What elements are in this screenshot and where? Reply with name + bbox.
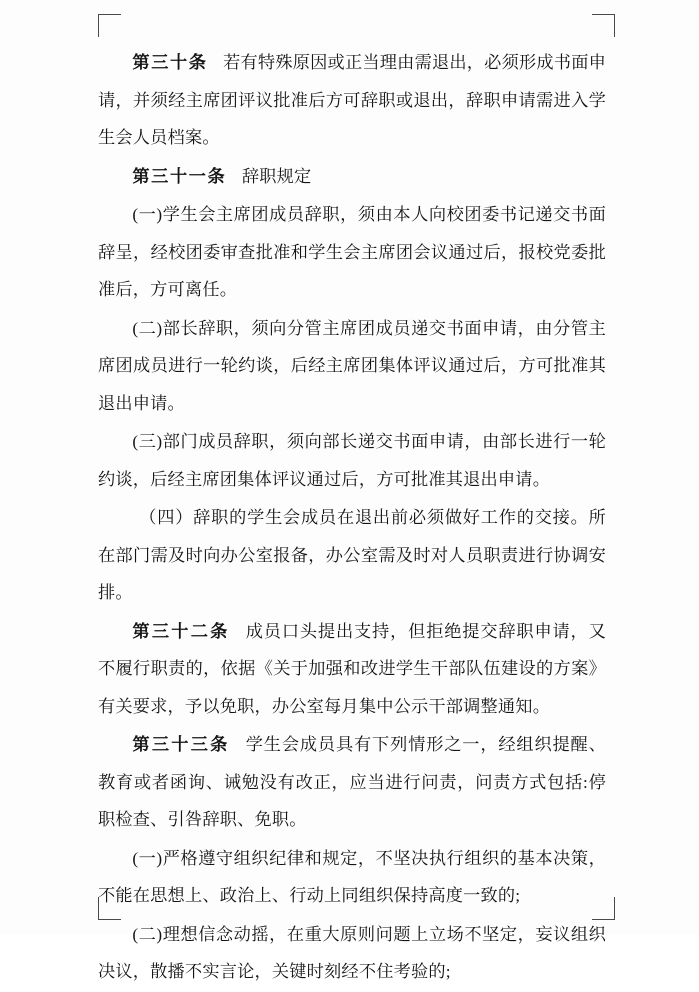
paragraph-article-31 bbox=[98, 158, 606, 196]
paragraph-article-33-item-1 bbox=[98, 840, 606, 915]
paragraph-text: (二)理想信念动摇，在重大原则问题上立场不坚定，妄议组织决议，散播不实言论，关键时刻经不住考验的; bbox=[98, 924, 606, 981]
paragraph-text: 若有特殊原因或正当理由需退出，必须形成书面申请，并须经主席团评议批准后方可辞职或退出，辞职申请需进入学生会人员档案。 bbox=[98, 53, 607, 147]
article-number-30: 第三十条 bbox=[132, 53, 208, 72]
paragraph-article-33 bbox=[98, 726, 606, 839]
article-number-33: 第三十三条 bbox=[132, 735, 230, 754]
paragraph-article-31-item-4 bbox=[98, 499, 606, 612]
paragraph-text: (三)部门成员辞职，须向部长递交书面申请，由部长进行一轮约谈，后经主席团集体评议通过后，方可批准其退出申请。 bbox=[98, 432, 606, 489]
paragraph-text: 成员口头提出支持，但拒绝提交辞职申请，又不履行职责的，依据《关于加强和改进学生干部队伍建设的方案》有关要求，予以免职，办公室每月集中公示干部调整通知。 bbox=[98, 621, 606, 716]
paragraph-text: （四）辞职的学生会成员在退出前必须做好工作的交接。所在部门需及时向办公室报备，办公室需及时对人员职责进行协调安排。 bbox=[98, 508, 606, 602]
paragraph-article-31-item-2 bbox=[98, 310, 606, 423]
crop-mark-top-left bbox=[98, 14, 121, 37]
paragraph-text: (一)学生会主席团成员辞职，须由本人向校团委书记递交书面辞呈，经校团委审查批准和学生会主席团会议通过后，报校党委批准后，方可离任。 bbox=[98, 205, 606, 299]
paragraph-article-31-item-3 bbox=[98, 423, 606, 498]
article-number-32: 第三十二条 bbox=[132, 621, 230, 641]
paragraph-text: (二)部长辞职，须向分管主席团成员递交书面申请，由分管主席团成员进行一轮约谈，后经主席团集体评议通过后，方可批准其退出申请。 bbox=[98, 318, 606, 413]
crop-mark-top-right bbox=[592, 14, 615, 37]
paragraph-article-32 bbox=[98, 613, 606, 726]
paragraph-article-33-item-2 bbox=[98, 916, 606, 991]
article-number-31: 第三十一条 bbox=[132, 166, 227, 186]
paragraph-text: (一)严格遵守组织纪律和规定，不坚决执行组织的基本决策，不能在思想上、政治上、行动上同组织保持高度一致的; bbox=[98, 848, 606, 905]
paragraph-text: 辞职规定 bbox=[241, 166, 312, 186]
paragraph-article-30 bbox=[98, 44, 606, 157]
document-body bbox=[98, 44, 606, 992]
paragraph-text: 学生会成员具有下列情形之一，经组织提醒、教育或者函询、诫勉没有改正，应当进行问责，问责方式包括:停职检查、引咎辞职、免职。 bbox=[98, 735, 606, 829]
paragraph-article-31-item-1 bbox=[98, 196, 606, 309]
